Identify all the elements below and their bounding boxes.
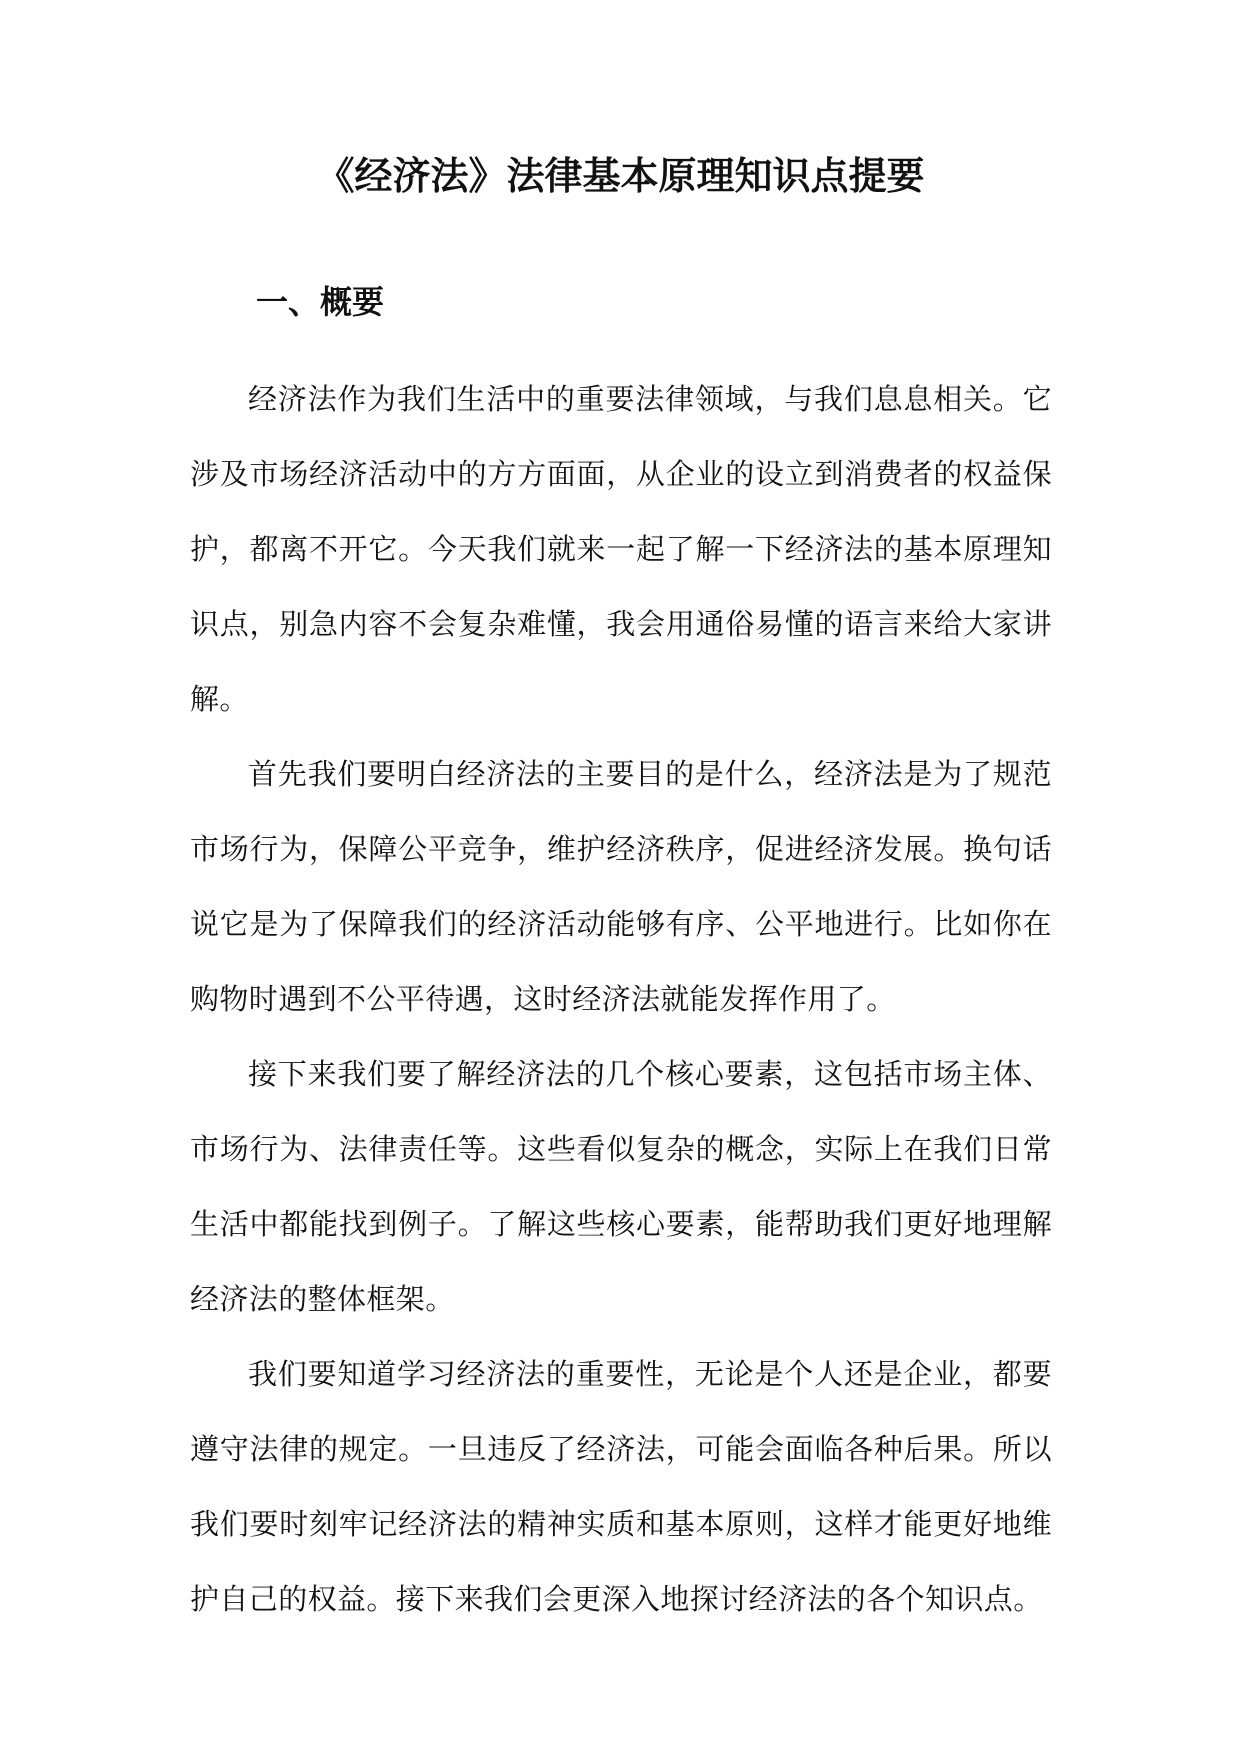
section-heading-overview: 一、概要 [256,283,385,321]
paragraph-purpose: 首先我们要明白经济法的主要目的是什么，经济法是为了规范市场行为，保障公平竞争，维护经济秩序，促进经济发展。换句话说它是为了保障我们的经济活动能够有序、公平地进行。比如你在购物时遇到不公平待遇，这时经济法就能发挥作用了。 [190,757,1052,1016]
paragraph-core-elements: 接下来我们要了解经济法的几个核心要素，这包括市场主体、市场行为、法律责任等。这些看似复杂的概念，实际上在我们日常生活中都能找到例子。了解这些核心要素，能帮助我们更好地理解经济法的整体框架。 [190,1057,1052,1316]
paragraph-intro: 经济法作为我们生活中的重要法律领域，与我们息息相关。它涉及市场经济活动中的方方面面，从企业的设立到消费者的权益保护，都离不开它。今天我们就来一起了解一下经济法的基本原理知识点，别急内容不会复杂难懂，我会用通俗易懂的语言来给大家讲解。 [190,382,1052,716]
paragraph-importance: 我们要知道学习经济法的重要性，无论是个人还是企业，都要遵守法律的规定。一旦违反了经济法，可能会面临各种后果。所以我们要时刻牢记经济法的精神实质和基本原则，这样才能更好地维护自己的权益。接下来我们会更深入地探讨经济法的各个知识点。 [190,1357,1052,1616]
body-text [190,362,1052,1637]
document-title: 《经济法》法律基本原理知识点提要 [316,153,925,198]
